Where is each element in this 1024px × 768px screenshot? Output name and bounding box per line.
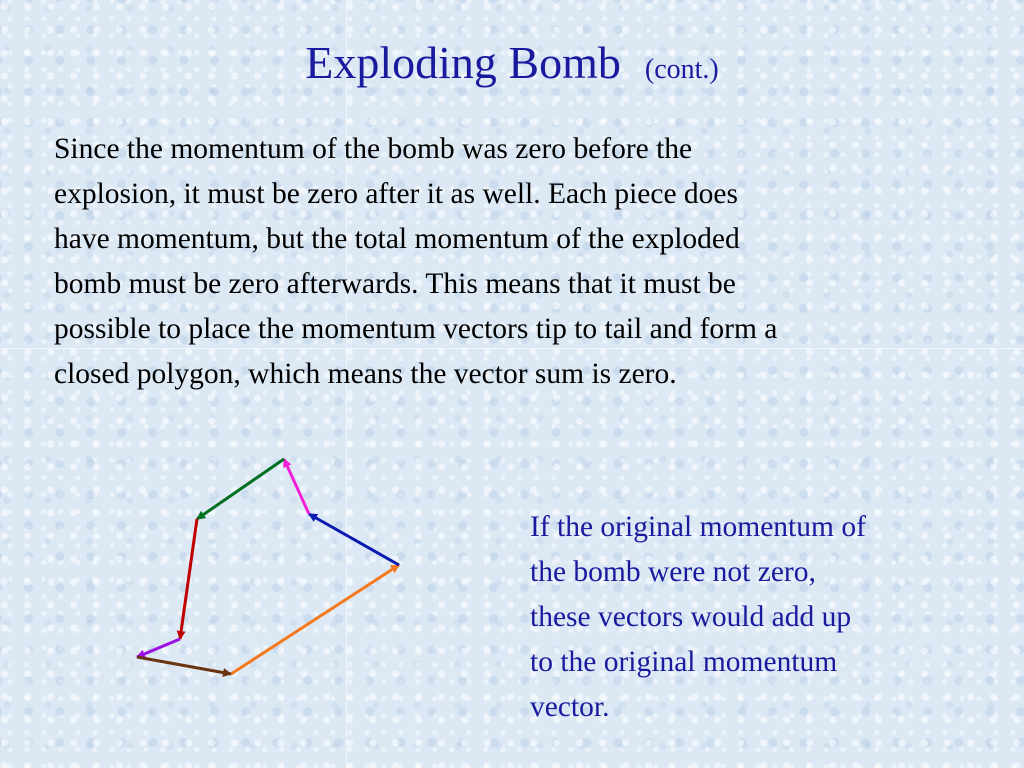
- orange-vector-arrow: [231, 565, 399, 674]
- blue-vector-arrow: [309, 514, 399, 565]
- body-line: possible to place the momentum vectors tip to tail and form a: [54, 313, 778, 345]
- side-note-line: the bomb were not zero,: [530, 556, 816, 588]
- title-main: Exploding Bomb: [305, 37, 621, 88]
- side-note-line: these vectors would add up: [530, 601, 852, 633]
- red-vector-arrow: [180, 519, 197, 639]
- title-suffix: (cont.): [644, 54, 719, 85]
- brown-vector-arrow: [137, 657, 231, 674]
- green-vector-arrow: [197, 459, 284, 519]
- side-note-line: to the original momentum: [530, 646, 838, 678]
- side-note-line: vector.: [530, 691, 610, 723]
- purple-vector-arrow: [137, 639, 180, 657]
- body-line: Since the momentum of the bomb was zero before the: [54, 133, 693, 165]
- body-line: bomb must be zero afterwards. This means that it must be: [54, 268, 736, 300]
- body-line: explosion, it must be zero after it as well. Each piece does: [54, 178, 739, 210]
- side-note: [530, 505, 970, 730]
- magenta-vector-arrow: [284, 459, 309, 514]
- body-line: have momentum, but the total momentum of the exploded: [54, 223, 740, 255]
- side-note-line: If the original momentum of: [530, 511, 866, 543]
- body-line: closed polygon, which means the vector sum is zero.: [54, 358, 677, 390]
